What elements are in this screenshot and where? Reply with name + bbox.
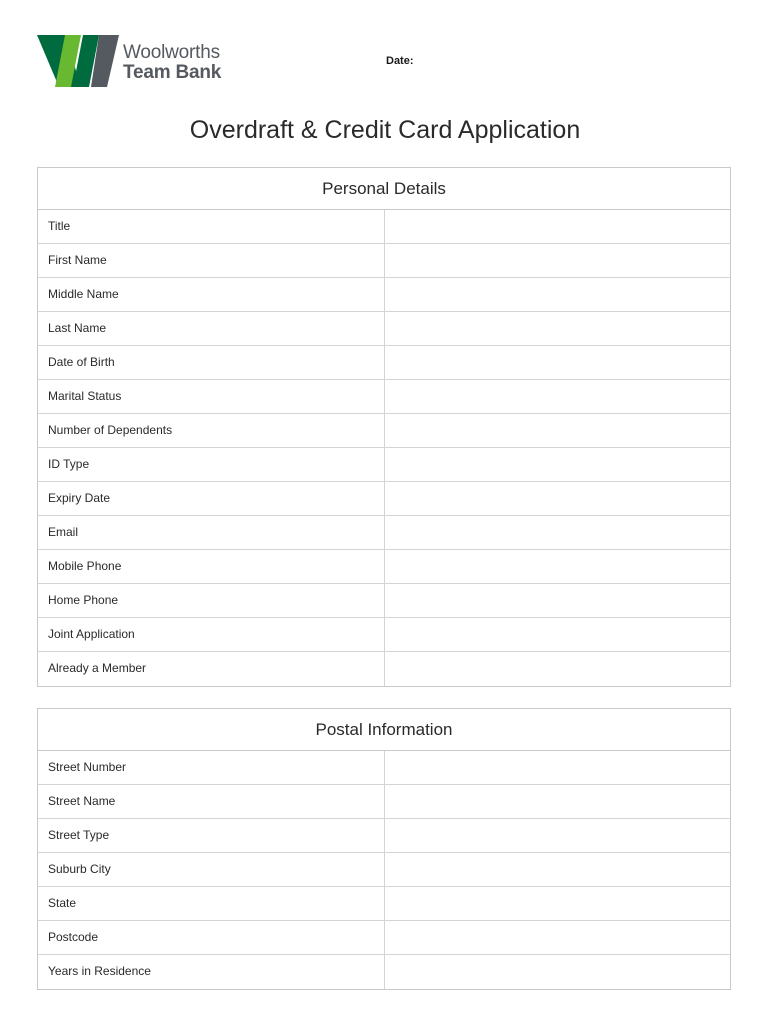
- field-label-last-name: Last Name: [38, 312, 385, 345]
- postcode-input[interactable]: [385, 921, 730, 954]
- field-label-already-a-member: Already a Member: [38, 652, 385, 686]
- last-name-input[interactable]: [385, 312, 730, 345]
- form-row: [38, 751, 730, 785]
- field-label-postcode: Postcode: [38, 921, 385, 954]
- field-label-years-in-residence: Years in Residence: [38, 955, 385, 989]
- form-row: [38, 210, 730, 244]
- section-heading: Personal Details: [38, 168, 730, 210]
- document-title: Overdraft & Credit Card Application: [189, 116, 581, 144]
- form-row: [38, 482, 730, 516]
- form-row: [38, 346, 730, 380]
- form-row: [38, 819, 730, 853]
- woolworths-team-bank-logo: [37, 33, 237, 91]
- form-row: [38, 414, 730, 448]
- field-label-id-type: ID Type: [38, 448, 385, 481]
- field-label-street-name: Street Name: [38, 785, 385, 818]
- form-row: [38, 584, 730, 618]
- form-row: [38, 380, 730, 414]
- street-name-input[interactable]: [385, 785, 730, 818]
- form-row: [38, 921, 730, 955]
- brand-name-line1: Woolworths: [123, 42, 220, 63]
- field-label-date-of-birth: Date of Birth: [38, 346, 385, 379]
- form-row: [38, 278, 730, 312]
- title-input[interactable]: [385, 210, 730, 243]
- years-in-residence-input[interactable]: [385, 955, 730, 989]
- date-label: Date:: [386, 55, 414, 67]
- brand-name: [123, 43, 221, 83]
- form-row: [38, 550, 730, 584]
- form-row: [38, 448, 730, 482]
- number-of-dependents-input[interactable]: [385, 414, 730, 447]
- section-heading: Postal Information: [38, 709, 730, 751]
- already-a-member-input[interactable]: [385, 652, 730, 686]
- expiry-date-input[interactable]: [385, 482, 730, 515]
- id-type-input[interactable]: [385, 448, 730, 481]
- personal-details-section: [37, 167, 731, 687]
- form-row: [38, 244, 730, 278]
- home-phone-input[interactable]: [385, 584, 730, 617]
- middle-name-input[interactable]: [385, 278, 730, 311]
- form-row: [38, 853, 730, 887]
- field-label-first-name: First Name: [38, 244, 385, 277]
- field-label-state: State: [38, 887, 385, 920]
- street-number-input[interactable]: [385, 751, 730, 784]
- w-logo-icon: [37, 33, 121, 87]
- email-input[interactable]: [385, 516, 730, 549]
- field-label-home-phone: Home Phone: [38, 584, 385, 617]
- postal-information-section: [37, 708, 731, 990]
- field-label-middle-name: Middle Name: [38, 278, 385, 311]
- form-row: [38, 887, 730, 921]
- suburb-city-input[interactable]: [385, 853, 730, 886]
- marital-status-input[interactable]: [385, 380, 730, 413]
- state-input[interactable]: [385, 887, 730, 920]
- date-of-birth-input[interactable]: [385, 346, 730, 379]
- mobile-phone-input[interactable]: [385, 550, 730, 583]
- joint-application-input[interactable]: [385, 618, 730, 651]
- field-label-email: Email: [38, 516, 385, 549]
- form-row: [38, 516, 730, 550]
- form-row: [38, 312, 730, 346]
- first-name-input[interactable]: [385, 244, 730, 277]
- form-row: [38, 652, 730, 686]
- street-type-input[interactable]: [385, 819, 730, 852]
- form-row: [38, 955, 730, 989]
- field-label-street-type: Street Type: [38, 819, 385, 852]
- brand-name-line2: Team Bank: [123, 62, 222, 83]
- form-row: [38, 785, 730, 819]
- field-label-number-of-dependents: Number of Dependents: [38, 414, 385, 447]
- field-label-mobile-phone: Mobile Phone: [38, 550, 385, 583]
- field-label-suburb-city: Suburb City: [38, 853, 385, 886]
- field-label-expiry-date: Expiry Date: [38, 482, 385, 515]
- field-label-marital-status: Marital Status: [38, 380, 385, 413]
- field-label-title: Title: [38, 210, 385, 243]
- field-label-street-number: Street Number: [38, 751, 385, 784]
- form-row: [38, 618, 730, 652]
- field-label-joint-application: Joint Application: [38, 618, 385, 651]
